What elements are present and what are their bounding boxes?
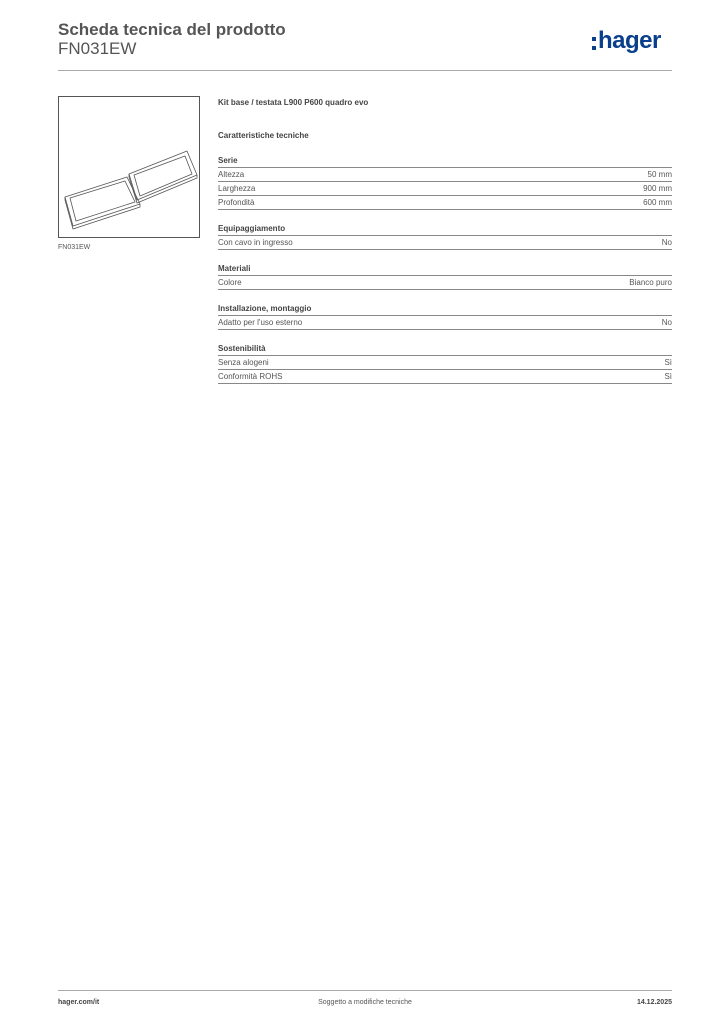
spec-content bbox=[218, 97, 672, 384]
spec-row bbox=[218, 370, 672, 384]
spec-row bbox=[218, 276, 672, 290]
product-name: Kit base / testata L900 P600 quadro evo bbox=[218, 98, 369, 107]
spec-value: No bbox=[661, 238, 672, 247]
spec-group-materiali bbox=[218, 263, 672, 290]
footer-date: 14.12.2025 bbox=[636, 999, 672, 1006]
spec-row bbox=[218, 236, 672, 250]
spec-group-equipaggiamento bbox=[218, 223, 672, 250]
spec-value: No bbox=[661, 318, 672, 327]
spec-row bbox=[218, 196, 672, 210]
page-footer bbox=[58, 990, 672, 1011]
spec-label: Colore bbox=[218, 278, 242, 287]
spec-row bbox=[218, 168, 672, 182]
spec-value: 600 mm bbox=[643, 198, 672, 207]
specs-heading: Caratteristiche tecniche bbox=[218, 131, 309, 140]
logo-dots-icon bbox=[592, 37, 596, 50]
spec-value: 900 mm bbox=[643, 184, 672, 193]
frame-kit-illustration bbox=[59, 97, 199, 237]
spec-value: 50 mm bbox=[647, 170, 672, 179]
logo-wordmark: hager bbox=[598, 27, 661, 54]
spec-label: Profondità bbox=[218, 198, 255, 207]
footer-note: Soggetto a modifiche tecniche bbox=[318, 999, 412, 1006]
page-header bbox=[58, 20, 672, 71]
spec-row bbox=[218, 182, 672, 196]
group-title: Materiali bbox=[218, 263, 672, 276]
spec-value: Bianco puro bbox=[629, 278, 672, 287]
spec-row bbox=[218, 356, 672, 370]
spec-label: Altezza bbox=[218, 170, 245, 179]
spec-label: Larghezza bbox=[218, 184, 256, 193]
spec-row bbox=[218, 316, 672, 330]
spec-label: Adatto per l'uso esterno bbox=[218, 318, 303, 327]
hager-logo bbox=[592, 29, 672, 55]
spec-value: Sì bbox=[664, 358, 672, 367]
image-caption: FN031EW bbox=[58, 244, 91, 251]
product-image bbox=[58, 96, 200, 238]
group-title: Serie bbox=[218, 155, 672, 168]
spec-value: Sì bbox=[664, 372, 672, 381]
spec-group-installazione bbox=[218, 303, 672, 330]
footer-website-link[interactable]: hager.com/it bbox=[58, 999, 100, 1006]
spec-label: Senza alogeni bbox=[218, 358, 269, 367]
spec-label: Con cavo in ingresso bbox=[218, 238, 293, 247]
spec-group-sostenibilita bbox=[218, 343, 672, 384]
group-title: Sostenibilità bbox=[218, 343, 672, 356]
spec-label: Conformità ROHS bbox=[218, 372, 283, 381]
page-title: Scheda tecnica del prodotto bbox=[58, 20, 286, 39]
product-code: FN031EW bbox=[58, 39, 137, 58]
spec-group-serie bbox=[218, 155, 672, 210]
group-title: Installazione, montaggio bbox=[218, 303, 672, 316]
group-title: Equipaggiamento bbox=[218, 223, 672, 236]
